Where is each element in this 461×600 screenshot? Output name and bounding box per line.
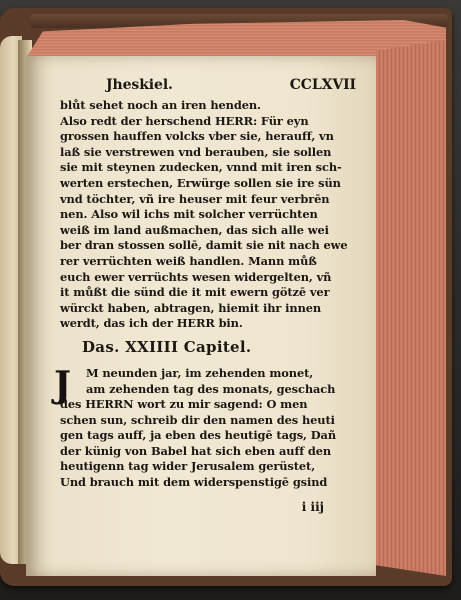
text-line: würckt haben, abtragen, hiemit ihr innen (60, 300, 322, 315)
text-line: werdt, das ich der HERR bin. (60, 316, 243, 331)
text-line: M neunden jar, im zehenden monet, (86, 365, 314, 380)
drop-cap-initial: J (54, 363, 71, 406)
text-line: heutigenn tag wider Jerusalem gerüstet, (60, 459, 316, 474)
text-line: des HERRN wort zu mir sagend: O men (60, 397, 308, 412)
running-head (60, 78, 360, 96)
text-line: nen. Also wil ichs mit solcher verrüchten (60, 207, 318, 222)
text-line: laß sie verstrewen vnd berauben, sie sollen (60, 144, 332, 159)
text-line: euch ewer verrüchts wesen widergelten, vñ (60, 269, 332, 284)
text-line: blůt sehet noch an iren henden. (60, 98, 261, 112)
book-page (26, 56, 376, 576)
text-line: gen tags auff, ja eben des heutigē tags, Dañ (60, 428, 337, 443)
red-fore-edge (376, 40, 446, 576)
text-line: am zehenden tag des monats, geschach (86, 381, 336, 396)
text-line: it můßt die sünd die it mit ewern götzē ver (60, 285, 330, 300)
text-line: sie mit steynen zudecken, vnnd mit iren sch- (60, 160, 342, 175)
folio-number: CCLXVII (289, 77, 356, 93)
text-line: der künig von Babel hat sich eben auff den (60, 443, 332, 458)
text-line: schen sun, schreib dir den namen des heuti (60, 412, 335, 427)
text-block (54, 77, 360, 491)
text-line: weiß im land außmachen, das sich alle wei (60, 222, 329, 237)
chapter-heading: Das. XXIIII Capitel. (82, 337, 252, 356)
text-line: vnd töchter, vñ ire heuser mit feur verbrēn (60, 191, 330, 206)
text-line: grossen hauffen volcks vber sie, herauff, vn (60, 129, 334, 144)
text-line: werten erstechen, Erwürge sollen sie ire sün (60, 175, 341, 190)
text-line: Also redt der herschend HERR: Für eyn (60, 113, 309, 128)
signature-mark: i iij (301, 500, 324, 514)
text-line: Und brauch mit dem widerspenstigē gsind (60, 475, 328, 490)
running-head-title: Jheskiel. (106, 77, 173, 93)
paragraph-2 (54, 363, 360, 491)
text-line: rer verrüchten weiß handlen. Mann můß (60, 253, 317, 268)
text-line: ber dran stossen sollē, damit sie nit nach ewe (60, 238, 348, 253)
paragraph-1 (60, 98, 360, 332)
